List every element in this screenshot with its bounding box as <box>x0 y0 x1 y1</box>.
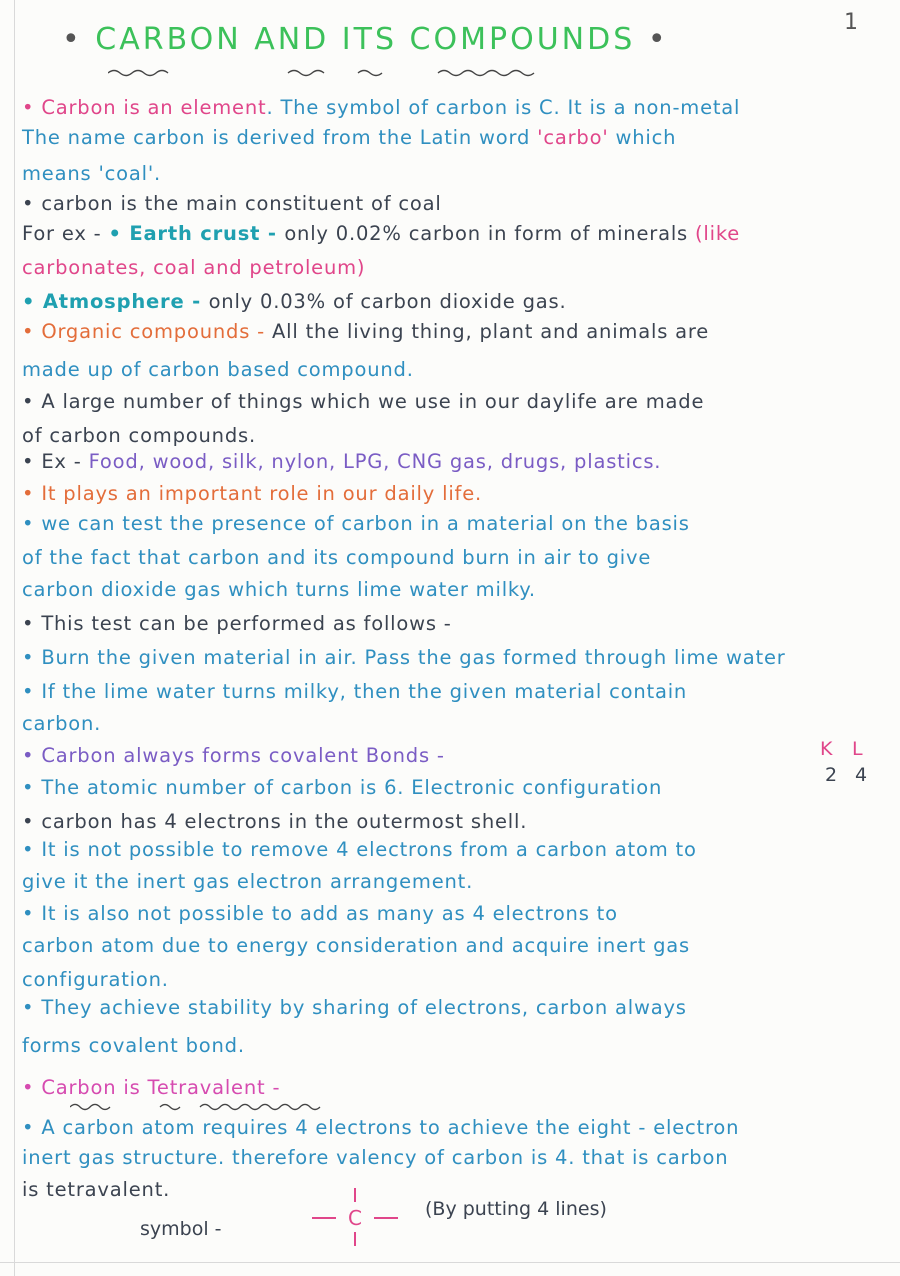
bullet-dot: • <box>22 1116 42 1139</box>
title-bullet-left: • <box>62 22 83 57</box>
note-line <box>22 290 566 313</box>
carbon-symbol-letter: C <box>348 1206 362 1230</box>
note-line <box>22 96 740 119</box>
bullet-dot: • <box>22 680 42 703</box>
note-text: is tetravalent. <box>22 1178 171 1201</box>
note-line <box>22 424 256 447</box>
title-underline-squiggle <box>108 68 668 78</box>
note-text: The name carbon is derived from the Latin word <box>22 126 538 149</box>
note-line <box>22 1034 245 1057</box>
shell-value-l: 4 <box>855 764 868 786</box>
note-text: of carbon compounds. <box>22 424 256 447</box>
note-text: Carbon is an element <box>41 96 267 119</box>
symbol-label: symbol - <box>140 1218 222 1240</box>
note-line <box>22 192 442 215</box>
bullet-dot: • <box>22 810 42 833</box>
note-text: Ex - <box>41 450 89 473</box>
note-line <box>22 968 169 991</box>
note-line <box>22 1146 728 1169</box>
note-line <box>22 482 482 505</box>
note-text: carbon atom due to energy consideration and acquire inert gas <box>22 934 691 957</box>
note-line <box>22 578 536 601</box>
note-text: This test can be performed as follows - <box>41 612 452 635</box>
note-text: 'carbo' <box>537 126 609 149</box>
bullet-dot: • <box>22 902 42 925</box>
note-line <box>22 612 452 635</box>
note-line <box>22 744 445 767</box>
note-text: Burn the given material in air. Pass the gas formed through lime water <box>41 646 786 669</box>
bullet-dot: • <box>22 512 42 535</box>
bullet-dot: • <box>22 996 42 1019</box>
note-text: only 0.03% of carbon dioxide gas. <box>208 290 567 313</box>
note-line <box>22 996 687 1019</box>
note-text: . The symbol of carbon is C. It is a non-metal <box>266 96 741 119</box>
note-text: only 0.02% carbon in form of minerals <box>284 222 696 245</box>
carbon-structural-symbol <box>300 1186 410 1250</box>
bullet-dot: • <box>22 744 42 767</box>
note-line <box>22 546 651 569</box>
note-text: means 'coal'. <box>22 162 161 185</box>
note-line <box>22 256 365 279</box>
note-line <box>22 162 161 185</box>
bullet-dot: • <box>22 838 42 861</box>
note-line <box>22 902 618 925</box>
note-line <box>22 870 473 893</box>
note-line <box>22 1076 280 1099</box>
note-text: carbon dioxide gas which turns lime water milky. <box>22 578 536 601</box>
note-text: carbon has 4 electrons in the outermost shell. <box>41 810 528 833</box>
bullet-dot: • <box>22 612 42 635</box>
shell-value-k: 2 <box>825 764 838 786</box>
bullet-dot: • <box>22 646 42 669</box>
note-line <box>22 390 704 413</box>
note-text: Carbon is Tetravalent - <box>41 1076 281 1099</box>
note-text: (like <box>695 222 741 245</box>
note-text: If the lime water turns milky, then the given material contain <box>41 680 688 703</box>
note-line <box>22 512 690 535</box>
note-text: forms covalent bond. <box>22 1034 245 1057</box>
bullet-dot: • <box>22 390 42 413</box>
shell-label-k: K <box>820 738 833 760</box>
margin-line <box>14 0 15 1276</box>
note-line <box>22 646 786 669</box>
bullet-dot: • <box>22 1076 42 1099</box>
note-line <box>22 1116 739 1139</box>
note-text: It plays an important role in our daily life. <box>41 482 483 505</box>
title-bullet-right: • <box>647 22 669 57</box>
bullet-dot: • <box>22 776 42 799</box>
note-text: A large number of things which we use in our daylife are made <box>41 390 705 413</box>
note-line <box>22 680 687 703</box>
bottom-rule <box>0 1262 900 1263</box>
page-title-wrap <box>62 22 702 57</box>
note-text: Carbon always forms covalent Bonds - <box>41 744 445 767</box>
note-line <box>22 776 662 799</box>
note-text: carbon. <box>22 712 102 735</box>
note-line <box>22 358 414 381</box>
note-text: carbon is the main constituent of coal <box>41 192 442 215</box>
note-text: made up of carbon based compound. <box>22 358 414 381</box>
note-text: inert gas structure. therefore valency of carbon is 4. that is carbon <box>22 1146 729 1169</box>
bullet-dot: • <box>22 450 42 473</box>
note-text: Organic compounds - <box>41 320 273 343</box>
note-text: we can test the presence of carbon in a material on the basis <box>41 512 690 535</box>
note-text: configuration. <box>22 968 169 991</box>
note-text: For ex - <box>22 222 109 245</box>
bullet-dot: • <box>22 482 42 505</box>
note-text: Food, wood, silk, nylon, LPG, CNG gas, drugs, plastics. <box>88 450 662 473</box>
note-line <box>22 934 690 957</box>
note-text: They achieve stability by sharing of electrons, carbon always <box>41 996 687 1019</box>
note-text: It is not possible to remove 4 electrons from a carbon atom to <box>41 838 697 861</box>
note-line <box>22 126 676 149</box>
note-line <box>22 810 527 833</box>
note-line <box>22 1178 170 1201</box>
note-line <box>22 222 740 245</box>
tetravalent-underline-squiggle <box>70 1102 340 1112</box>
note-text: A carbon atom requires 4 electrons to achieve the eight - electron <box>41 1116 740 1139</box>
page-title: CARBON AND ITS COMPOUNDS <box>95 22 636 57</box>
note-text: which <box>608 126 677 149</box>
note-text: • Atmosphere - <box>22 290 209 313</box>
note-text: All the living thing, plant and animals are <box>272 320 710 343</box>
note-text: give it the inert gas electron arrangement. <box>22 870 474 893</box>
note-line <box>22 320 709 343</box>
note-text: of the fact that carbon and its compound burn in air to give <box>22 546 652 569</box>
bullet-dot: • <box>22 192 42 215</box>
note-line <box>22 838 697 861</box>
note-text: • Earth crust - <box>108 222 285 245</box>
bullet-dot: • <box>22 96 42 119</box>
page-number: 1 <box>844 10 858 35</box>
note-text: It is also not possible to add as many as 4 electrons to <box>41 902 618 925</box>
bullet-dot: • <box>22 320 42 343</box>
note-line <box>22 450 661 473</box>
note-text: carbonates, coal and petroleum) <box>22 256 366 279</box>
shell-label-l: L <box>852 738 863 760</box>
symbol-note: (By putting 4 lines) <box>425 1198 607 1220</box>
note-text: The atomic number of carbon is 6. Electronic configuration <box>41 776 663 799</box>
note-line <box>22 712 101 735</box>
